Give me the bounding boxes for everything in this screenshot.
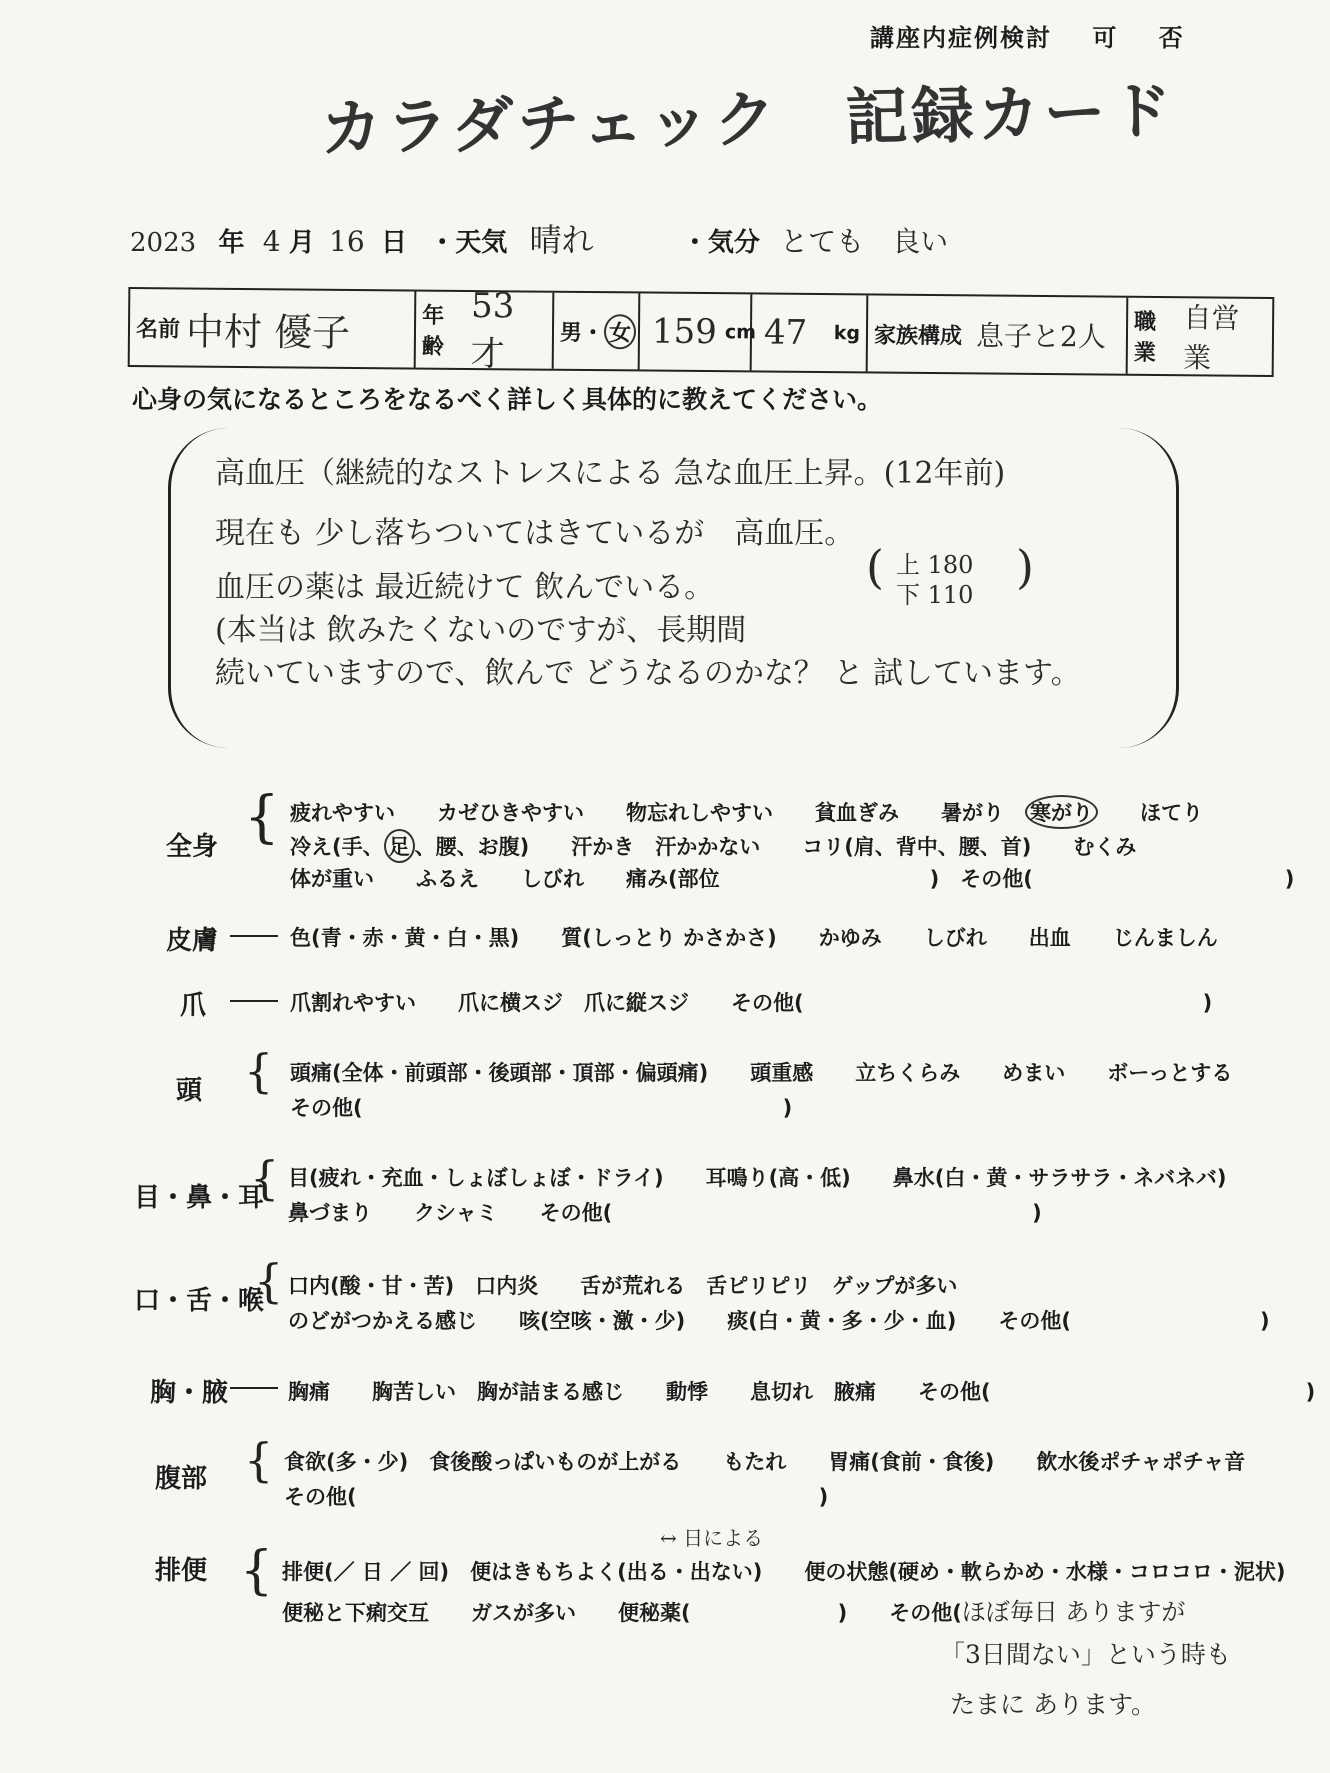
- section-label-hifu: 皮膚: [166, 926, 219, 956]
- weight-cell: [752, 294, 869, 371]
- brace-me: {: [250, 1151, 280, 1205]
- section-label-fukubu: 腹部: [155, 1464, 208, 1494]
- weather-label: ・天気: [429, 228, 508, 258]
- atama-row-1: 頭痛(全体・前頭部・後頭部・頂部・偏頭痛) 頭重感 立ちくらみ めまい ボーっとする: [290, 1061, 1233, 1085]
- brace-zenshin: {: [244, 785, 280, 850]
- name-label: 名前: [135, 316, 181, 342]
- age-cell: [416, 285, 555, 374]
- job-value: 自営業: [1182, 301, 1240, 375]
- section-label-haiben: 排便: [155, 1556, 208, 1586]
- sex-male-label: 男・: [559, 320, 605, 346]
- section-label-atama: 頭: [176, 1076, 203, 1106]
- free-text-line-2: 現在も 少し落ちついてはきているが 高血圧。: [215, 516, 855, 551]
- dash-mune: [230, 1387, 278, 1389]
- family-label: 家族構成: [873, 323, 963, 349]
- mood-value: とても 良い: [780, 225, 949, 258]
- haiben-hw-line-2: 「3日間ない」という時も: [940, 1640, 1231, 1669]
- weight-value: 47: [763, 312, 808, 353]
- family-value: 息子と2人: [975, 319, 1106, 354]
- dash-hifu: [230, 935, 278, 937]
- bp-lower: 下 110: [896, 581, 974, 609]
- free-text-line-3: 血圧の薬は 最近続けて 飲んでいる。: [215, 570, 715, 605]
- review-header: [870, 18, 1185, 53]
- atama-row-2: その他( ): [290, 1096, 793, 1120]
- mune-row-1: 胸痛 胸苦しい 胸が詰まる感じ 動悸 息切れ 腋痛 その他( ): [288, 1380, 1316, 1404]
- brace-fukubu: {: [244, 1433, 274, 1487]
- zenshin-row-1: 疲れやすい カゼひきやすい 物忘れしやすい 貧血ぎみ 暑がり 寒がり ほてり: [290, 795, 1203, 829]
- family-cell: [868, 295, 1129, 373]
- dash-tsume: [230, 1000, 278, 1002]
- free-text-line-4: (本当は 飲みたくないのですが、長期間: [215, 613, 747, 648]
- free-text-line-1: 高血圧（継続的なストレスによる 急な血圧上昇。(12年前): [215, 456, 1006, 491]
- age-value: 53才: [470, 285, 515, 374]
- section-label-me: 目・鼻・耳: [134, 1183, 265, 1213]
- me-row-2: 鼻づまり クシャミ その他( ): [288, 1201, 1042, 1225]
- haiben-row-2: 便秘と下痢交互 ガスが多い 便秘薬( ) その他(ほぼ毎日 ありますが: [282, 1598, 1186, 1626]
- year-label: 年: [218, 228, 245, 258]
- height-cell: [640, 293, 757, 370]
- zenshin-row-3: 体が重い ふるえ しびれ 痛み(部位 ) その他( ): [290, 867, 1295, 891]
- section-label-kuchi: 口・舌・喉: [134, 1286, 265, 1316]
- name-cell: [130, 289, 417, 367]
- sex-cell: [554, 293, 641, 370]
- sex-female-circled: 女: [604, 314, 636, 349]
- kuchi-row-2: のどがつかえる感じ 咳(空咳・激・少) 痰(白・黄・多・少・血) その他( ): [288, 1309, 1270, 1333]
- height-unit: cm: [724, 321, 757, 344]
- tsume-row-1: 爪割れやすい 爪に横スジ 爪に縦スジ その他( ): [290, 991, 1213, 1015]
- brace-atama: {: [244, 1044, 274, 1098]
- weather-value: 晴れ: [529, 221, 594, 259]
- cold-sensitive-circled: 寒がり: [1025, 795, 1098, 829]
- blood-pressure-note: ( 上 180 下 110 ): [866, 540, 1034, 609]
- section-label-zenshin: 全身: [166, 832, 219, 862]
- height-value: 159: [651, 311, 718, 353]
- job-cell: [1128, 298, 1273, 375]
- free-text-line-5: 続いていますので、飲んで どうなるのかな？ と 試しています。: [215, 656, 1081, 691]
- weight-unit: kg: [833, 322, 861, 345]
- ok-label: 可: [1092, 24, 1119, 52]
- date-year: 2023: [130, 228, 197, 258]
- page-title: カラダチェック 記録カード: [319, 74, 1177, 165]
- bp-upper: 上 180: [896, 551, 974, 579]
- haiben-row-1: 排便(／ 日 ／ 回) 便はきもちよく(出る・出ない) 便の状態(硬め・軟らかめ・水様・コロコロ・泥状): [282, 1560, 1286, 1584]
- haiben-other-handwritten: ほぼ毎日 ありますが: [961, 1598, 1186, 1626]
- fukubu-row-2: その他( ): [284, 1485, 829, 1509]
- mood-label: ・気分: [681, 228, 760, 258]
- brace-kuchi: {: [254, 1254, 284, 1308]
- job-label: 職業: [1133, 309, 1157, 366]
- date-month: 4: [262, 225, 281, 258]
- me-row-1: 目(疲れ・充血・しょぼしょぼ・ドライ) 耳鳴り(高・低) 鼻水(白・黄・サラサラ・ネバネバ): [288, 1166, 1227, 1190]
- section-label-tsume: 爪: [180, 991, 207, 1021]
- feet-circled: 足: [384, 829, 415, 863]
- brace-haiben: {: [240, 1541, 274, 1601]
- month-label: 月: [288, 228, 315, 258]
- profile-table: [128, 287, 1275, 377]
- zenshin-row-2: 冷え(手、 足 、腰、お腹) 汗かき 汗かかない コリ(肩、背中、腰、首) むくみ: [290, 829, 1136, 863]
- haiben-hw-line-3: たまに あります。: [950, 1690, 1156, 1719]
- ng-label: 否: [1158, 24, 1185, 52]
- course-label: 講座内症例検討: [870, 24, 1052, 52]
- haiben-note-above: ↔ 日による: [660, 1526, 764, 1550]
- fukubu-row-1: 食欲(多・少) 食後酸っぱいものが上がる もたれ 胃痛(食前・食後) 飲水後ポチャポチャ音: [284, 1450, 1246, 1474]
- age-label: 年齢: [421, 303, 445, 360]
- date-day: 16: [329, 225, 365, 258]
- date-line: [130, 215, 948, 261]
- day-label: 日: [381, 228, 408, 258]
- kuchi-row-1: 口内(酸・甘・苦) 口内炎 舌が荒れる 舌ピリピリ ゲップが多い: [288, 1274, 958, 1298]
- instruction-text: 心身の気になるところをなるべく詳しく具体的に教えてください。: [132, 385, 883, 414]
- name-value: 中村 優子: [185, 309, 351, 355]
- section-label-mune: 胸・腋: [150, 1378, 229, 1408]
- hifu-row-1: 色(青・赤・黄・白・黒) 質(しっとり かさかさ) かゆみ しびれ 出血 じんましん: [290, 926, 1218, 950]
